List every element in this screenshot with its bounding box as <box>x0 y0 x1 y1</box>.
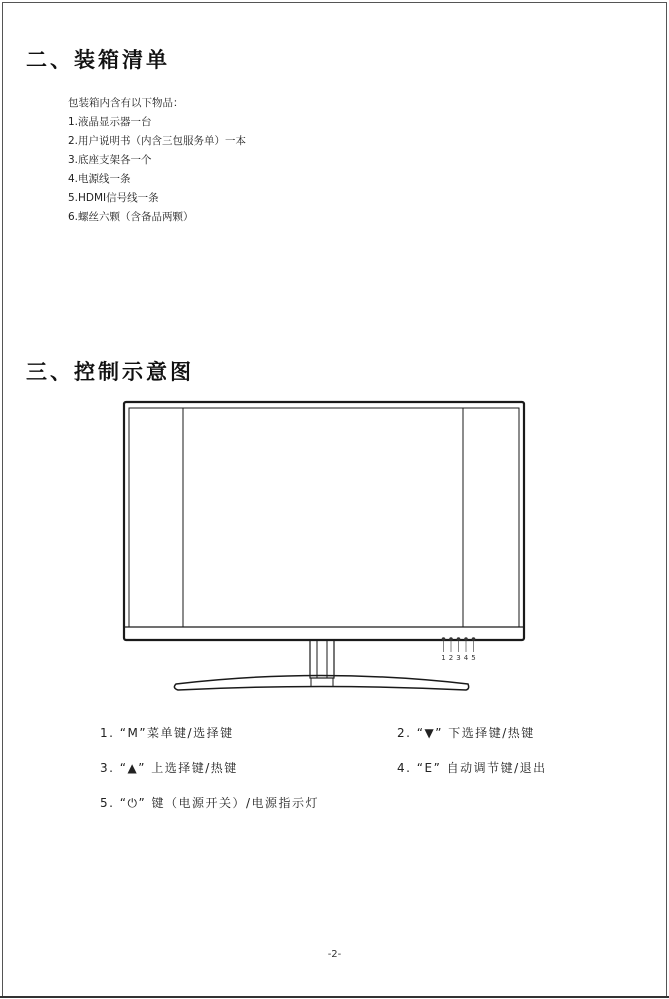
legend-auto-key: 4. “E” 自动调节键/退出 <box>397 761 547 775</box>
legend-power-key: 5. “⏻” 键（电源开关）/电源指示灯 <box>100 796 320 810</box>
section-title-control-diagram: 三、控制示意图 <box>26 360 194 384</box>
legend-down-key: 2. “▼” 下选择键/热键 <box>397 726 535 740</box>
list-item: 4.电源线一条 <box>68 173 131 185</box>
button-number-3: 3 <box>456 654 461 662</box>
legend-menu-key: 1. “M”菜单键/选择键 <box>100 726 234 740</box>
list-item: 3.底座支架各一个 <box>68 154 152 166</box>
list-item: 2.用户说明书（内含三包服务单）一本 <box>68 135 247 147</box>
legend-up-key: 3. “▲” 上选择键/热键 <box>100 761 238 775</box>
packing-list-intro: 包装箱内含有以下物品： <box>68 97 184 109</box>
list-item: 6.螺丝六颗（含备品两颗） <box>68 211 194 223</box>
monitor-icon <box>124 402 524 690</box>
button-number-5: 5 <box>471 654 476 662</box>
packing-list <box>68 113 246 227</box>
page-number: -2- <box>327 949 342 960</box>
button-number-1: 1 <box>441 654 446 662</box>
list-item: 5.HDMI信号线一条 <box>68 192 159 204</box>
section-title-packing-list: 二、装箱清单 <box>26 48 170 72</box>
button-number-2: 2 <box>448 654 454 662</box>
monitor-control-diagram <box>0 395 669 695</box>
bottom-rule <box>0 996 669 998</box>
button-number-4: 4 <box>463 654 469 662</box>
list-item: 1.液晶显示器一台 <box>68 116 152 128</box>
